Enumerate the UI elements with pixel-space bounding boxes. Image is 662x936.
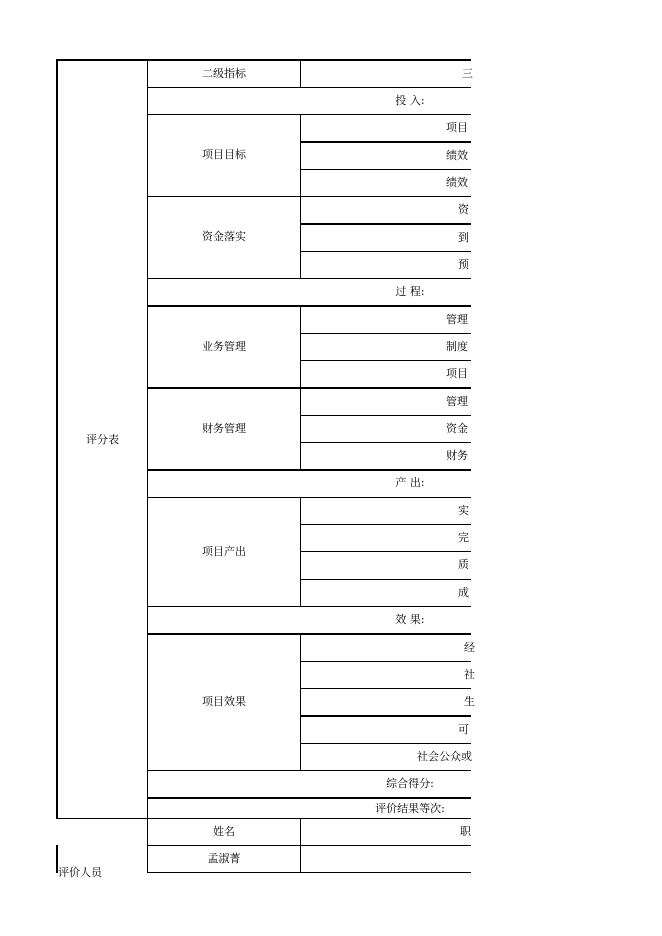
level3-cell[interactable]: 社会公众或 bbox=[417, 750, 472, 763]
total-score-label[interactable]: 综合得分: bbox=[386, 777, 434, 790]
row-line bbox=[300, 579, 471, 580]
row-line bbox=[148, 278, 471, 279]
evaluator-name[interactable]: 孟淑菁 bbox=[207, 852, 241, 865]
row-line bbox=[148, 606, 471, 607]
row-line bbox=[148, 845, 471, 846]
row-line bbox=[300, 551, 471, 552]
evaluator-title-header[interactable]: 职 bbox=[460, 825, 471, 838]
row-line bbox=[300, 743, 471, 744]
col-line bbox=[300, 633, 301, 770]
header-level3[interactable]: 三 bbox=[462, 67, 473, 80]
level3-cell[interactable]: 管理 bbox=[446, 313, 468, 326]
level3-cell[interactable]: 资 bbox=[458, 203, 469, 216]
level3-cell[interactable]: 绩效 bbox=[446, 176, 468, 189]
level3-cell[interactable]: 到 bbox=[458, 231, 469, 244]
level3-cell[interactable]: 成 bbox=[458, 586, 469, 599]
divider-col1 bbox=[147, 60, 148, 873]
evaluator-name-header[interactable]: 姓名 bbox=[213, 825, 235, 838]
section-output[interactable]: 产 出: bbox=[395, 476, 425, 489]
row-line bbox=[148, 797, 471, 799]
row-line bbox=[148, 196, 471, 197]
section-input[interactable]: 投 入: bbox=[395, 94, 425, 107]
level3-cell[interactable]: 管理 bbox=[446, 395, 468, 408]
row-line bbox=[300, 715, 471, 717]
section-process[interactable]: 过 程: bbox=[395, 285, 425, 298]
level2-project-goal[interactable]: 项目目标 bbox=[202, 148, 246, 161]
divider-col2-header bbox=[300, 60, 301, 88]
level2-business-mgmt[interactable]: 业务管理 bbox=[202, 340, 246, 353]
col-line bbox=[300, 196, 301, 278]
row-line bbox=[300, 141, 471, 143]
row-line bbox=[56, 818, 471, 819]
level2-project-effect[interactable]: 项目效果 bbox=[202, 695, 246, 708]
border-top bbox=[56, 59, 471, 61]
level3-cell[interactable]: 生 bbox=[464, 695, 475, 708]
level3-cell[interactable]: 可 bbox=[458, 723, 469, 736]
row-line bbox=[148, 770, 471, 771]
level3-cell[interactable]: 财务 bbox=[446, 449, 468, 462]
grade-label[interactable]: 评价结果等次: bbox=[375, 802, 445, 815]
row-line bbox=[148, 633, 471, 635]
row-line bbox=[148, 469, 471, 471]
row-line bbox=[300, 688, 471, 689]
row-line bbox=[300, 251, 471, 252]
col-line bbox=[300, 305, 301, 387]
level3-cell[interactable]: 资金 bbox=[446, 422, 468, 435]
level2-finance-mgmt[interactable]: 财务管理 bbox=[202, 422, 246, 435]
row-line bbox=[300, 415, 471, 416]
row-line bbox=[148, 114, 471, 115]
col-line bbox=[300, 114, 301, 196]
section-effect[interactable]: 效 果: bbox=[395, 613, 425, 626]
level2-project-output[interactable]: 项目产出 bbox=[202, 545, 246, 558]
level3-cell[interactable]: 社 bbox=[464, 668, 475, 681]
level3-cell[interactable]: 完 bbox=[458, 531, 469, 544]
row-line bbox=[300, 524, 471, 525]
row-line bbox=[148, 305, 471, 307]
level3-cell[interactable]: 项目 bbox=[446, 367, 468, 380]
level3-cell[interactable]: 预 bbox=[458, 258, 469, 271]
header-level2[interactable]: 二级指标 bbox=[202, 67, 246, 80]
level2-fund-implementation[interactable]: 资金落实 bbox=[202, 230, 246, 243]
row-line bbox=[300, 223, 471, 225]
row-line bbox=[300, 169, 471, 170]
evaluators-label[interactable]: 评价人员 bbox=[58, 866, 102, 879]
row-line bbox=[300, 661, 471, 662]
level3-cell[interactable]: 项目 bbox=[446, 121, 468, 134]
row-line bbox=[148, 87, 471, 88]
row-line bbox=[300, 333, 471, 334]
row-line bbox=[148, 872, 471, 873]
level3-cell[interactable]: 实 bbox=[458, 504, 469, 517]
level3-cell[interactable]: 经 bbox=[464, 641, 475, 654]
row-line bbox=[148, 497, 471, 498]
row-line bbox=[300, 360, 471, 361]
level3-cell[interactable]: 制度 bbox=[446, 340, 468, 353]
row-line bbox=[148, 387, 471, 389]
row-line bbox=[300, 442, 471, 443]
scoring-table-label[interactable]: 评分表 bbox=[86, 433, 119, 446]
col-line bbox=[300, 387, 301, 469]
level3-cell[interactable]: 质 bbox=[458, 558, 469, 571]
level3-cell[interactable]: 绩效 bbox=[446, 149, 468, 162]
